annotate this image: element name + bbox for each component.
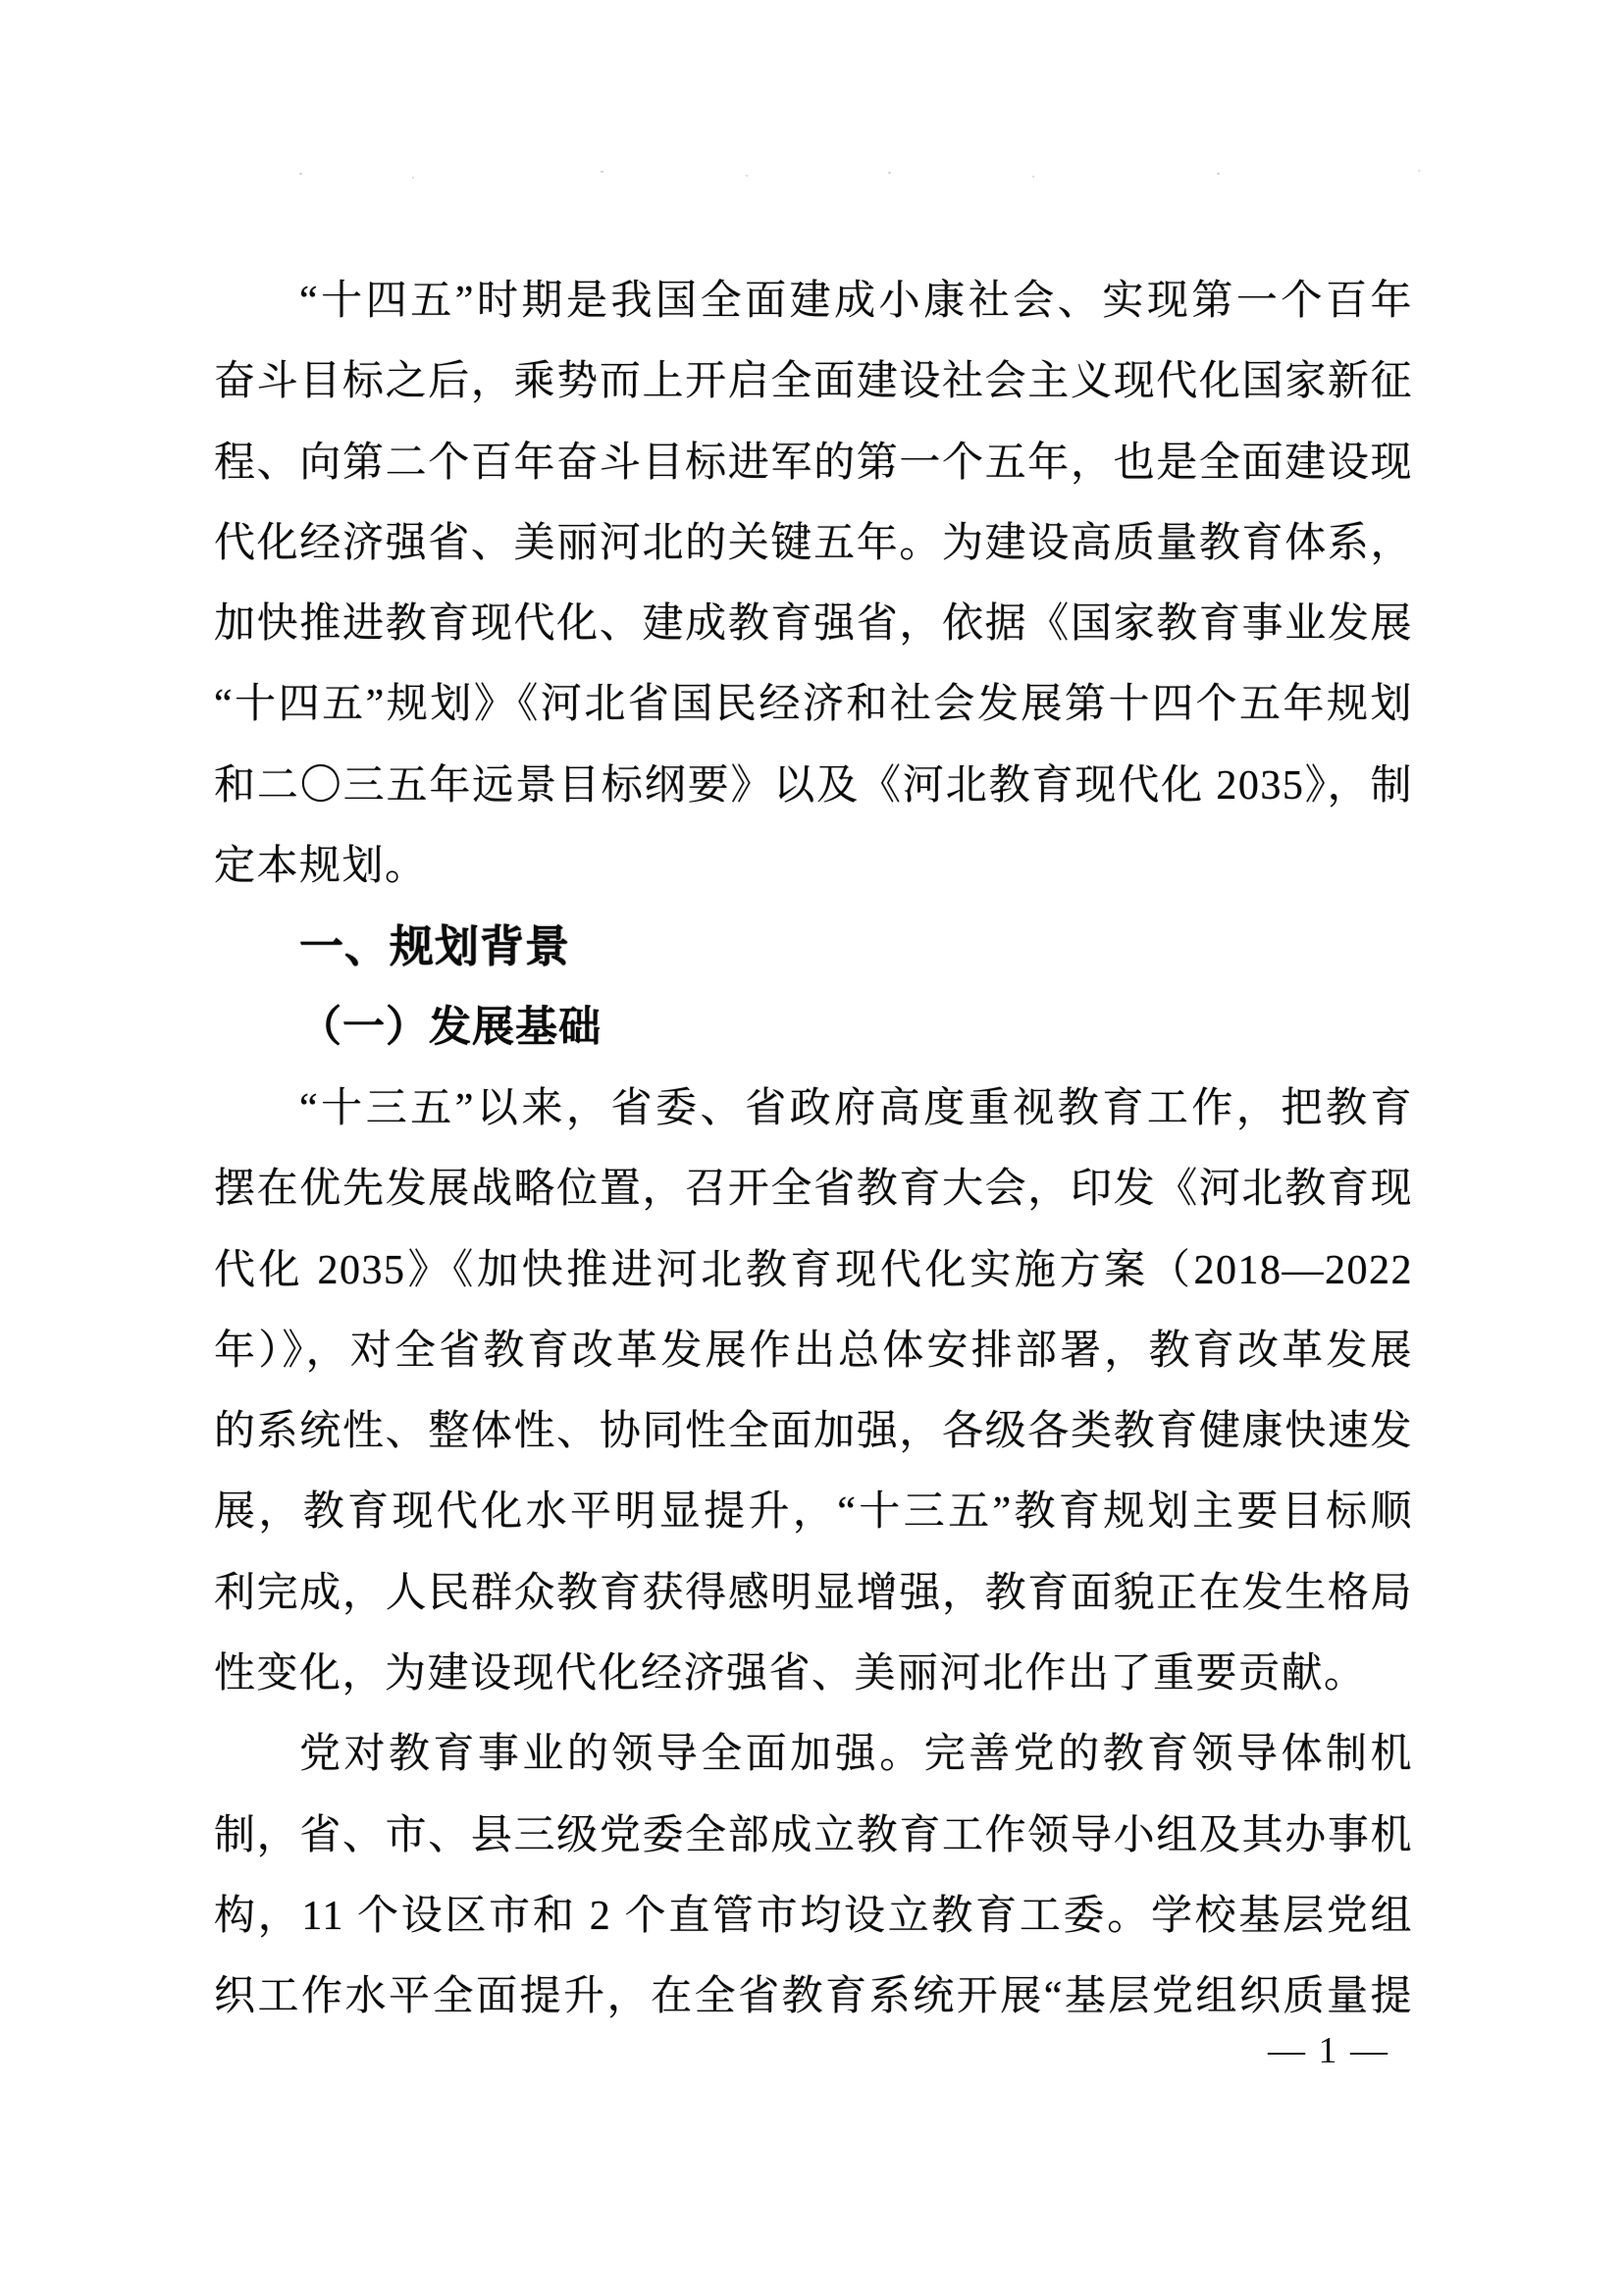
- page-number: — 1 —: [1268, 2030, 1389, 2071]
- text-line: 代化经济强省、美丽河北的关键五年。为建设高质量教育体系，: [214, 520, 1413, 566]
- text-line: 党对教育事业的领导全面加强。完善党的教育领导体制机: [299, 1732, 1413, 1778]
- scan-noise-speck: [746, 175, 748, 177]
- text-line: 性变化，为建设现代化经济强省、美丽河北作出了重要贡献。: [214, 1651, 1367, 1697]
- text-line: 程、向第二个百年奋斗目标进军的第一个五年，也是全面建设现: [214, 440, 1413, 486]
- text-line: 织工作水平全面提升，在全省教育系统开展“基层党组织质量提: [214, 1974, 1413, 2020]
- text-line: 年）》，对全省教育改革发展作出总体安排部署，教育改革发展: [214, 1328, 1413, 1374]
- text-line: 制，省、市、县三级党委全部成立教育工作领导小组及其办事机: [214, 1812, 1413, 1858]
- text-line: 加快推进教育现代化、建成教育强省，依据《国家教育事业发展: [214, 601, 1413, 648]
- text-line: “十三五”以来，省委、省政府高度重视教育工作，把教育: [299, 1085, 1413, 1131]
- text-line: 和二〇三五年远景目标纲要》以及《河北教育现代化 2035》，制: [214, 762, 1413, 809]
- text-line: “十四五”规划》《河北省国民经济和社会发展第十四个五年规划: [214, 682, 1413, 728]
- document-body: [214, 261, 1413, 2038]
- subsection-heading: （一）发展基础: [299, 1004, 602, 1051]
- section-heading: 一、规划背景: [299, 921, 571, 972]
- text-line: 摆在优先发展战略位置，召开全省教育大会，印发《河北教育现: [214, 1167, 1413, 1213]
- text-line: 构，11 个设区市和 2 个直管市均设立教育工委。学校基层党组: [214, 1893, 1413, 1939]
- scan-noise-speck: [1418, 170, 1420, 172]
- scan-noise-speck: [1032, 176, 1034, 178]
- scan-noise-speck: [412, 177, 414, 179]
- text-line: 利完成，人民群众教育获得感明显增强，教育面貌正在发生格局: [214, 1570, 1413, 1616]
- text-line: 奋斗目标之后，乘势而上开启全面建设社会主义现代化国家新征: [214, 359, 1413, 405]
- text-line: 定本规划。: [214, 844, 428, 890]
- text-line: 代化 2035》《加快推进河北教育现代化实施方案（2018—2022: [214, 1247, 1413, 1293]
- scan-noise-speck: [888, 172, 891, 174]
- scan-noise-speck: [601, 171, 603, 173]
- text-line: 的系统性、整体性、协同性全面加强，各级各类教育健康快速发: [214, 1409, 1413, 1455]
- text-line: 展，教育现代化水平明显提升，“十三五”教育规划主要目标顺: [214, 1489, 1413, 1536]
- text-line: “十四五”时期是我国全面建成小康社会、实现第一个百年: [299, 279, 1413, 324]
- scan-noise-speck: [1217, 173, 1220, 175]
- scan-noise-speck: [299, 173, 302, 175]
